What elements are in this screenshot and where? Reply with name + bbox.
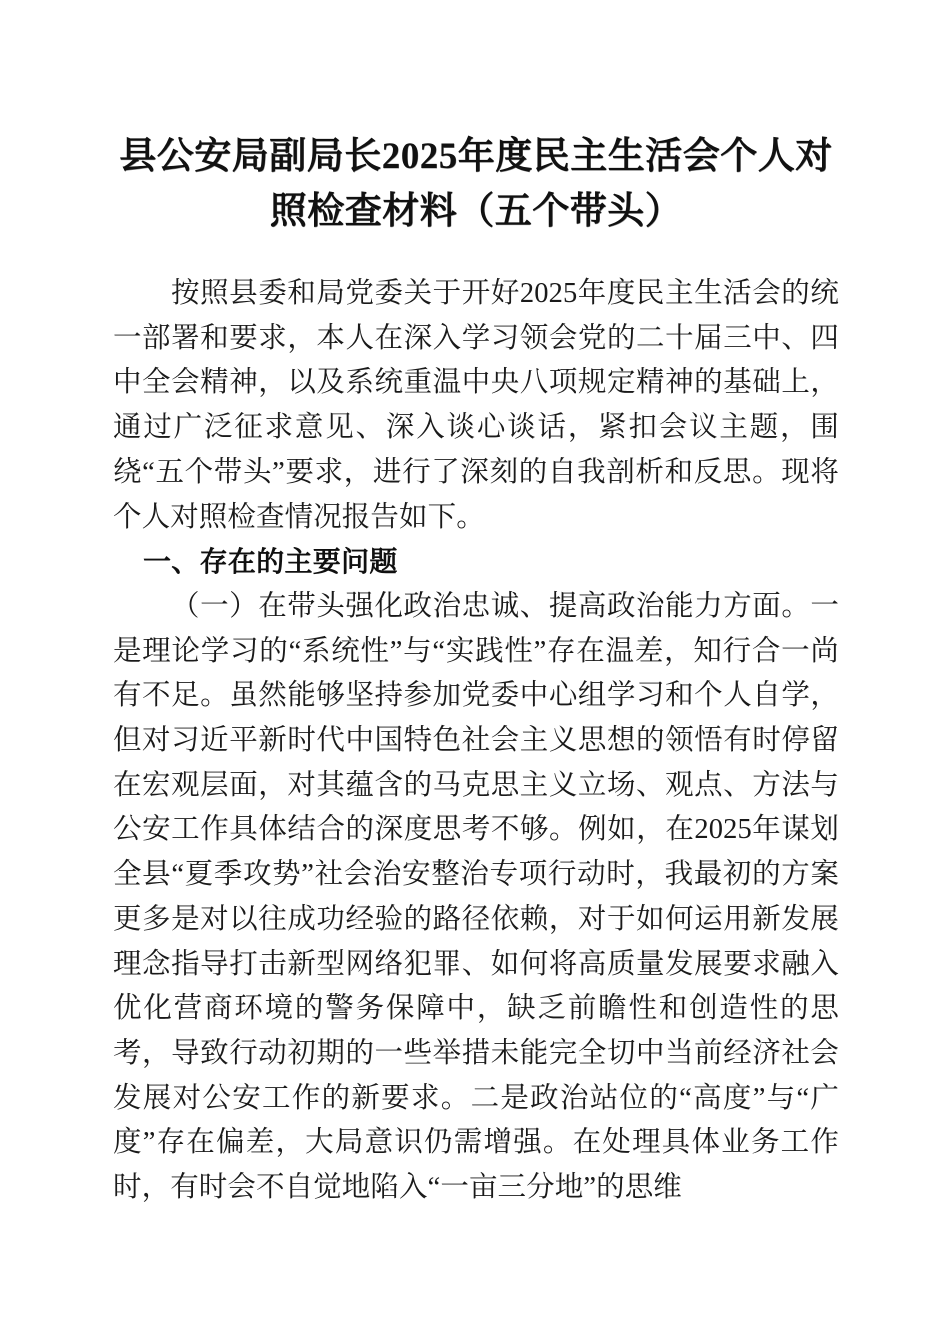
- document-title: 县公安局副局长2025年度民主生活会个人对照检查材料（五个带头）: [119, 136, 833, 232]
- section-heading-main-problems: 一、存在的主要问题: [143, 545, 398, 579]
- paragraph-section-1-1: （一）在带头强化政治忠诚、提高政治能力方面。一是理论学习的“系统性”与“实践性”存在温差，知行合一尚有不足。虽然能够坚持参加党委中心组学习和个人自学，但对习近平新时代中国特色社会主义思想的领悟有时停留在宏观层面，对其蕴含的马克思主义立场、观点、方法与公安工作具体结合的深度思考不够。例如，在2025年谋划全县“夏季攻势”社会治安整治专项行动时，我最初的方案更多是对以往成功经验的路径依赖，对于如何运用新发展理念指导打击新型网络犯罪、如何将高质量发展要求融入优化营商环境的警务保障中，缺乏前瞻性和创造性的思考，导致行动初期的一些举措未能完全切中当前经济社会发展对公安工作的新要求。二是政治站位的“高度”与“广度”存在偏差，大局意识仍需增强。在处理具体业务工作时，有时会不自觉地陷入“一亩三分地”的思维: [113, 590, 839, 1204]
- paragraph-opening: 按照县委和局党委关于开好2025年度民主生活会的统一部署和要求，本人在深入学习领会党的二十届三中、四中全会精神，以及系统重温中央八项规定精神的基础上，通过广泛征求意见、深入谈心谈话，紧扣会议主题，围绕“五个带头”要求，进行了深刻的自我剖析和反思。现将个人对照检查情况报告如下。: [113, 278, 839, 533]
- document-body: [113, 272, 839, 1211]
